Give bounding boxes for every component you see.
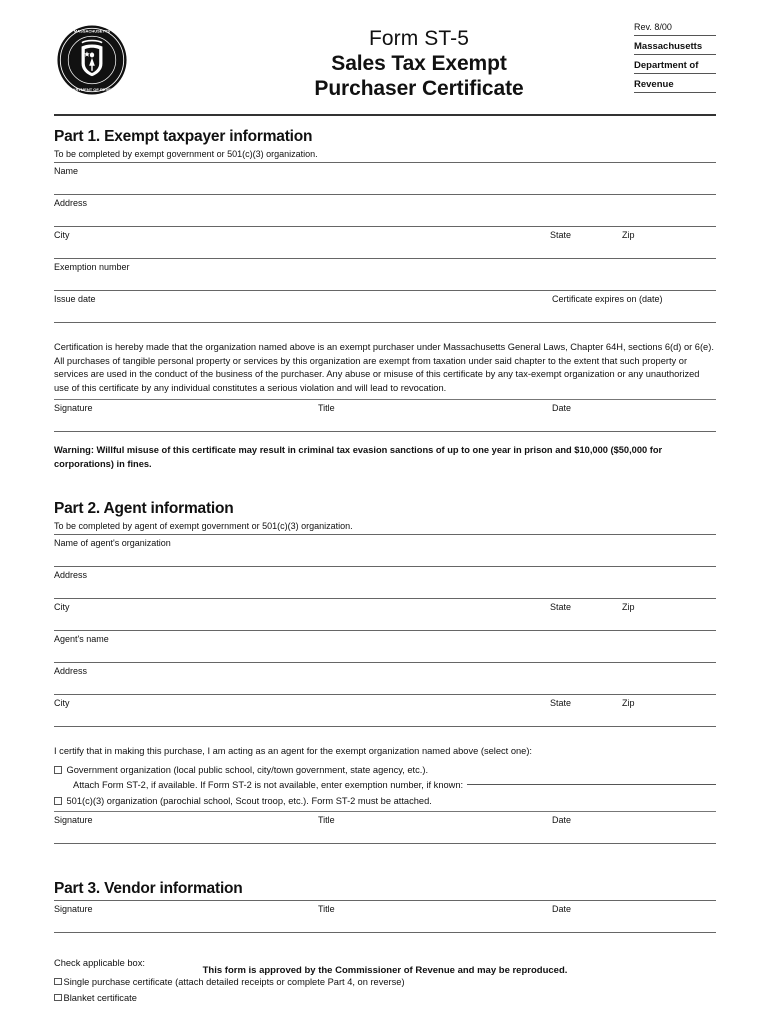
svg-text:DEPARTMENT OF REVENUE: DEPARTMENT OF REVENUE [64,86,120,92]
label-agent-name: Agent's name [54,633,109,644]
label-part2-title: Title [318,815,335,826]
label-agent-zip: Zip [622,697,635,708]
form-title-block [234,26,604,101]
attach-st2-note-row[interactable] [54,777,716,792]
part2-signature-row[interactable] [54,812,716,843]
label-state: State [550,230,572,240]
label-agent-org-city: City [54,601,70,612]
checkbox-icon-single-purchase-certificate[interactable] [54,978,62,986]
checkbox-label-single-purchase-certificate: Single purchase certificate (attach detailed receipts or complete Part 4, on reverse) [63,976,405,987]
label-part2-date: Date [552,815,572,826]
field-row-agent-org-city-state-zip[interactable] [54,599,716,630]
part1-subheading: To be completed by exempt government or 501(c)(3) organization. [54,149,318,159]
label-agent-org-address: Address [54,569,88,580]
field-row-issue-date[interactable] [54,291,716,322]
field-row-name[interactable] [54,163,716,194]
label-part3-signature: Signature [54,904,93,915]
label-zip: Zip [622,230,635,240]
label-agent-state: State [550,697,572,708]
agency-line-1: Massachusetts [634,41,716,55]
checkbox-label-government-organization: Government organization (local public school, city/town government, state agency, etc.). [66,765,429,776]
part1-signature-row[interactable] [54,400,716,431]
checkbox-single-purchase-certificate[interactable] [54,975,716,989]
part1-heading: Part 1. Exempt taxpayer information [54,128,313,145]
label-part3-date: Date [552,904,572,915]
revision-label: Rev. 8/00 [634,22,716,36]
form-title-line-3: Purchaser Certificate [314,77,524,100]
label-exemption-number: Exemption number [54,262,130,272]
agency-revision-block [634,22,716,98]
field-row-agent-name[interactable] [54,631,716,662]
label-part1-date: Date [552,403,572,414]
checkbox-icon-501c3-organization[interactable] [54,797,62,805]
header-divider [54,114,716,116]
agency-line-3: Revenue [634,79,716,93]
checkbox-icon-government-organization[interactable] [54,766,62,774]
part3-signature-row[interactable] [54,901,716,932]
label-part1-signature: Signature [54,403,93,414]
field-row-agent-address[interactable] [54,663,716,694]
attach-st2-note-text: Attach Form ST-2, if available. If Form ST-2 is not available, enter exemption number, if known: [73,780,464,791]
part3-heading: Part 3. Vendor information [54,880,243,898]
form-title-line-2: Sales Tax Exempt [331,52,507,75]
checkbox-icon-blanket-certificate[interactable] [54,994,62,1002]
field-row-agent-org-address[interactable] [54,567,716,598]
form-number: Form ST-5 [368,27,470,50]
label-part1-title: Title [318,403,335,414]
part2-certify-intro: I certify that in making this purchase, I am acting as an agent for the exempt organization named above (select one): [54,745,533,756]
field-row-exemption-number[interactable] [54,259,716,290]
label-issue-date: Issue date [54,294,96,304]
svg-text:MASSACHUSETTS: MASSACHUSETTS [73,28,111,34]
label-certificate-expires: Certificate expires on (date) [552,294,663,304]
label-agent-city: City [54,697,70,708]
field-row-address[interactable] [54,195,716,226]
part1-warning-text: Warning: Willful misuse of this certificate may result in criminal tax evasion sanctions of up to one year in prison and $10,000 ($50,000 for corporations) in fines. [54,445,663,469]
part2-subheading: To be completed by agent of exempt government or 501(c)(3) organization. [54,520,353,531]
form-header [54,0,716,114]
label-part3-title: Title [318,904,335,915]
part1-certification-text: Certification is hereby made that the organization named above is an exempt purchaser under Massachusetts General Laws, Chapter 64H, sections 6(d) or 6(e). All purchases of tangible personal property or services by this organization are exempt from taxation under said chapter to the extent that such property or services are used in the conduct of the business of the purchaser. Any abuse or misuse of this certificate by any tax-exempt organization or any unauthorized use of this certificate by any individual constitutes a serious violation and will lead to revocation. [54,342,714,393]
label-part2-signature: Signature [54,815,93,826]
exemption-number-write-in-line[interactable] [467,774,716,785]
part2-heading: Part 2. Agent information [54,499,234,517]
label-agent-org-state: State [550,601,572,612]
massachusetts-dor-seal-icon [56,24,128,96]
label-agent-address: Address [54,665,88,676]
label-address: Address [54,198,88,208]
checkbox-501c3-organization[interactable] [54,794,716,808]
label-city: City [54,230,70,240]
field-row-agent-org-name[interactable] [54,535,716,566]
label-name: Name [54,166,79,176]
checkbox-label-501c3-organization: 501(c)(3) organization (parochial school, Scout troop, etc.). Form ST-2 must be attached. [66,796,432,807]
check-applicable-box-prompt: Check applicable box: [54,958,145,969]
field-row-agent-city-state-zip[interactable] [54,695,716,726]
label-agent-org-zip: Zip [622,601,635,612]
checkbox-blanket-certificate[interactable] [54,991,716,1005]
footer-text: This form is approved by the Commissioner of Revenue and may be reproduced. [202,965,568,976]
label-agent-org-name: Name of agent's organization [54,537,171,548]
form-footer [0,965,770,976]
field-row-city-state-zip[interactable] [54,227,716,258]
agency-line-2: Department of [634,60,716,74]
checkbox-label-blanket-certificate: Blanket certificate [63,992,137,1003]
